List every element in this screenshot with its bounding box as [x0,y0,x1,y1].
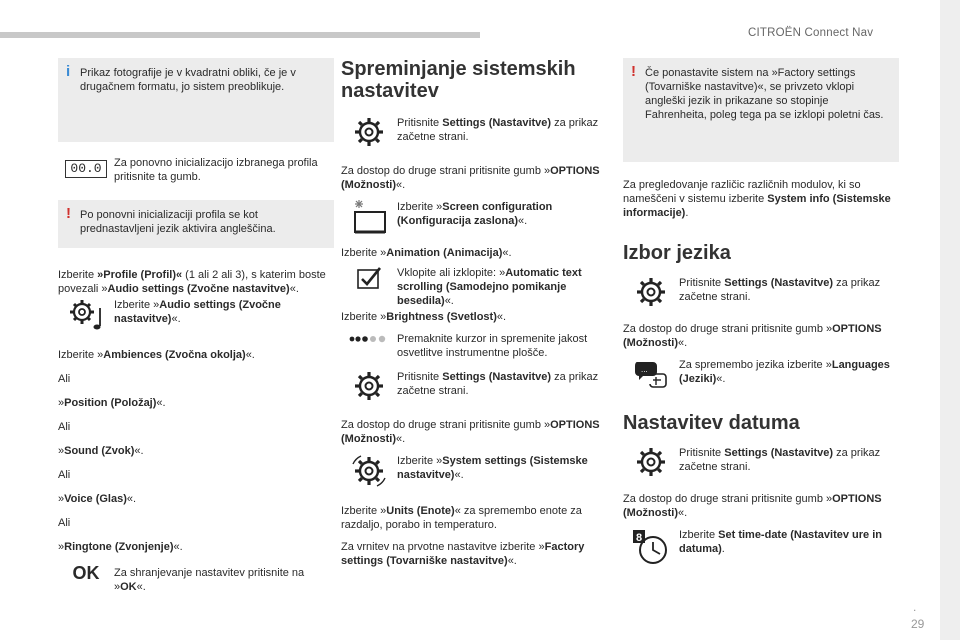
top-rule [0,32,480,38]
animation-text: Izberite »Animation (Animacija)«. [341,247,512,259]
settings-text-1: Pritisnite Settings (Nastavitve) za prikaz začetne strani. [397,117,599,143]
profile-text: Izberite »Profile (Profil)« (1 ali 2 ali 3), s katerim boste povezali »Audio settings (Zvočne nastavitve)«. [58,269,326,295]
gear-icon [353,116,385,148]
settings-text-4: Pritisnite Settings (Nastavitve) za prikaz začetne strani. [679,447,881,473]
header-title: CITROËN Connect Nav [748,27,874,39]
options-text-2: Za dostop do druge strani pritisnite gumb »OPTIONS (Možnosti)«. [341,419,600,445]
column-3 [623,58,899,566]
brightness-slider-icon[interactable] [348,332,390,346]
settings-text-2: Pritisnite Settings (Nastavitve) za prikaz začetne strani. [397,371,599,397]
position-text: »Position (Položaj)«. [58,397,166,409]
settings-row-4 [623,446,899,478]
language-icon [633,358,669,390]
clock-badge-number: 8 [636,532,643,544]
options-text-1: Za dostop do druge strani pritisnite gumb »OPTIONS (Možnosti)«. [341,165,600,191]
ambiences-text: Izberite »Ambiences (Zvočna okolja)«. [58,349,255,361]
warning-icon: ! [631,63,636,80]
screen-brightness-icon [349,200,389,236]
info-icon: i [66,63,71,80]
text-scrolling-text: Vklopite ali izklopite: »Automatic text scrolling (Samodejno pomikanje besedila)«. [397,267,582,307]
system-settings-row [341,454,617,488]
svg-text:...: ... [641,365,648,374]
gear-icon [635,446,667,478]
section-title-system-settings: Spreminjanje sistemskih nastavitev [341,58,576,102]
or-text-4: Ali [58,517,71,529]
warning-note [58,200,334,248]
reset-button[interactable]: 00.0 [65,160,106,178]
screen-config-text: Izberite »Screen configuration (Konfiguracija zaslona)«. [397,201,553,227]
gear-icon [353,370,385,402]
gear-sound-icon [66,298,106,332]
info-note [58,58,334,142]
cursor-text: Premaknite kurzor in spremenite jakost osvetlitve instrumentne plošče. [397,333,588,359]
factory-settings-text: Za vrnitev na prvotne nastavitve izberite »Factory settings (Tovarniške nastavitve)«. [341,541,585,567]
column-1 [58,58,334,594]
check-box-icon[interactable] [354,266,384,292]
text-scrolling-row [341,266,617,308]
settings-text-3: Pritisnite Settings (Nastavitve) za prikaz začetne strani. [679,277,881,303]
side-strip [940,0,960,640]
units-text: Izberite »Units (Enote)« za spremembo enote za razdaljo, porabo in temperaturo. [341,505,582,531]
ok-text: Za shranjevanje nastavitev pritisnite na »OK«. [114,567,305,593]
options-text-4: Za dostop do druge strani pritisnite gumb »OPTIONS (Možnosti)«. [623,493,882,519]
brightness-text: Izberite »Brightness (Svetlost)«. [341,311,507,323]
cursor-row [341,332,617,360]
settings-row-1 [341,116,617,148]
section-title-language: Izbor jezika [623,242,731,264]
clock-icon [631,528,671,566]
languages-text: Za spremembo jezika izberite »Languages (Jeziki)«. [679,359,890,385]
warning-icon: ! [66,205,71,222]
options-text-3: Za dostop do druge strani pritisnite gumb »OPTIONS (Možnosti)«. [623,323,882,349]
sound-text: »Sound (Zvok)«. [58,445,144,457]
or-text-1: Ali [58,373,71,385]
page-dot: . [913,600,917,614]
factory-warning-note [623,58,899,162]
settings-row-2 [341,370,617,402]
section-title-date: Nastavitev datuma [623,412,800,434]
factory-warning-text: Če ponastavite sistem na »Factory settings (Tovarniške nastavitve)«, se privzeto vklopi angleški jezik in prikazane so stopinje Fahrenheita, poleg tega pa se izklopi poletni čas. [645,67,884,121]
page-number: 29 [911,617,925,631]
or-text-3: Ali [58,469,71,481]
time-date-row [623,528,899,566]
or-text-2: Ali [58,421,71,433]
ok-button[interactable]: OK [72,563,100,583]
column-2 [341,58,617,568]
voice-text: »Voice (Glas)«. [58,493,137,505]
audio-settings-text: Izberite »Audio settings (Zvočne nastavitve)«. [114,299,281,325]
warning-note-text: Po ponovni inicializaciji profila se kot prednastavljeni jezik aktivira angleščina. [80,209,276,235]
ok-row [58,563,334,594]
gear-icon [635,276,667,308]
system-settings-icon [351,454,387,488]
languages-row [623,358,899,390]
system-info-text: Za pregledovanje različic različnih modulov, ki so nameščeni v sistemu izberite System info (Sistemske informacije). [623,179,891,219]
audio-settings-row [58,298,334,332]
reset-row [58,156,334,184]
system-settings-text: Izberite »System settings (Sistemske nastavitve)«. [397,455,588,481]
settings-row-3 [623,276,899,308]
ringtone-text: »Ringtone (Zvonjenje)«. [58,541,183,553]
screen-config-row [341,200,617,236]
reset-text: Za ponovno inicializacijo izbranega profila pritisnite ta gumb. [114,157,318,183]
time-date-text: Izberite Set time-date (Nastavitev ure in datuma). [679,529,882,555]
info-note-text: Prikaz fotografije je v kvadratni obliki, če je v drugačnem formatu, jo sistem preoblikuje. [80,67,296,93]
